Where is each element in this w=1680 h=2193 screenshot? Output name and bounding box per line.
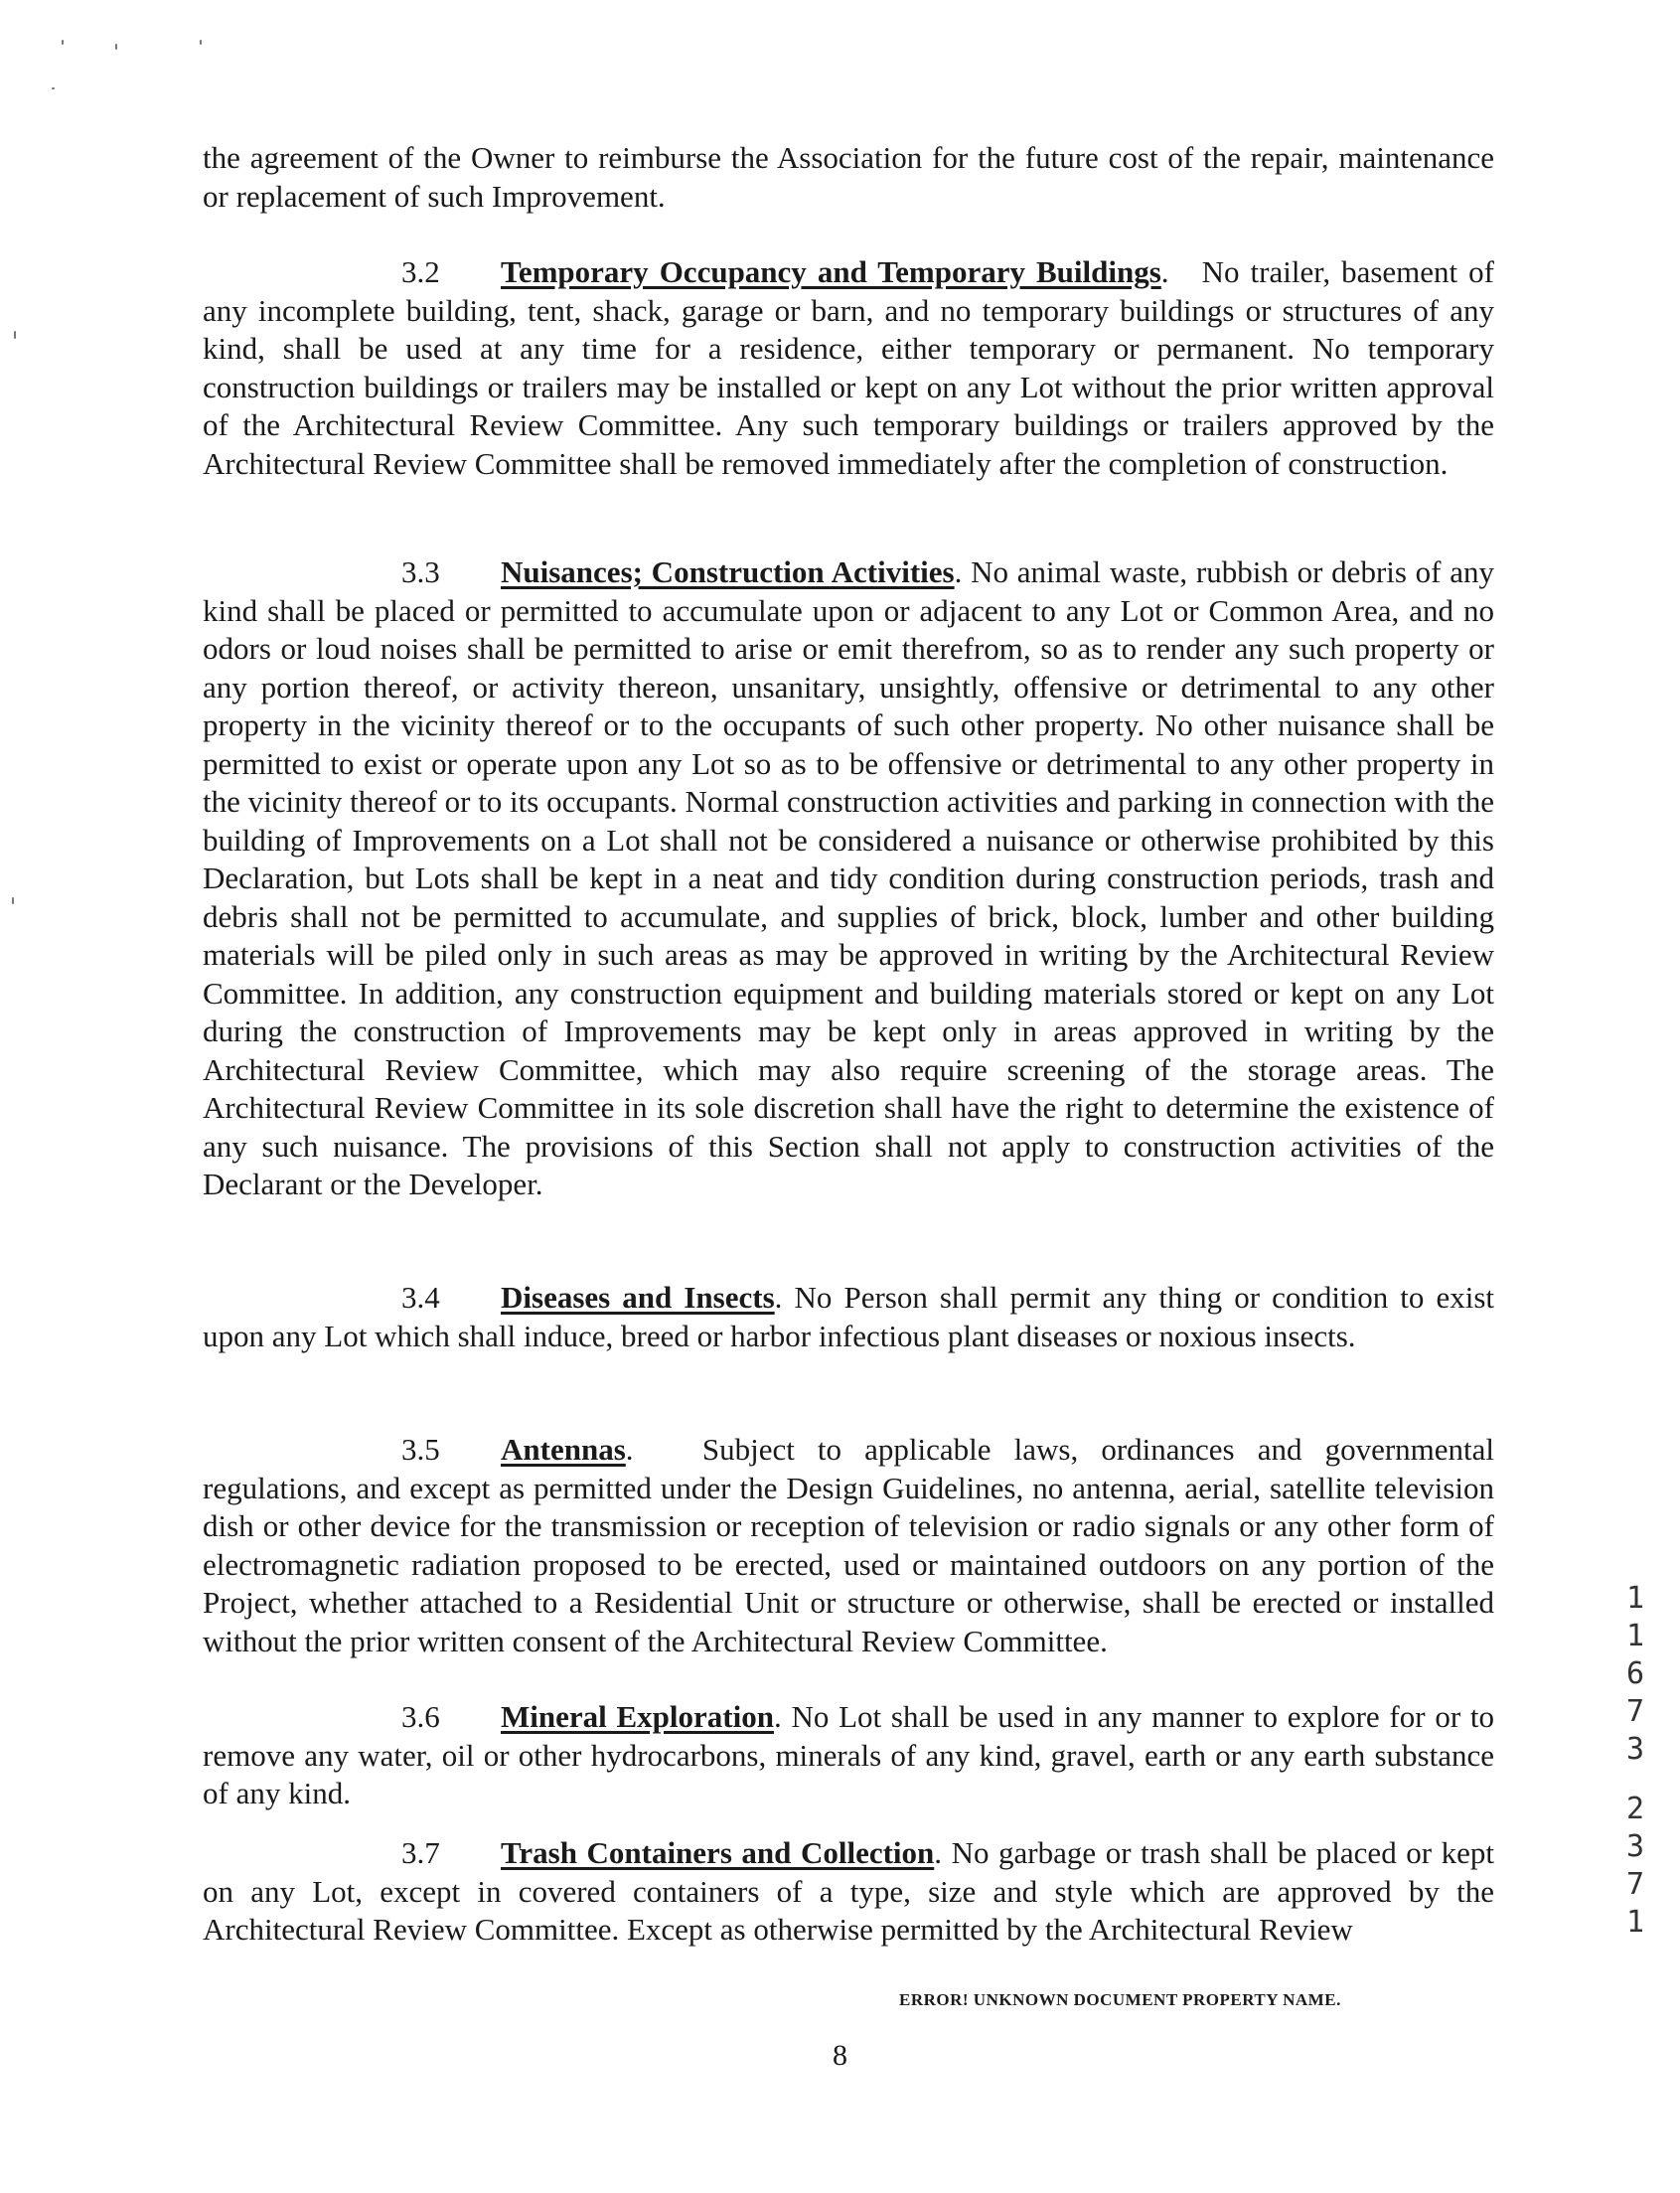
section-number: 3.4 — [401, 1280, 440, 1315]
stamp-digit: 2 — [1625, 1792, 1645, 1826]
section-body: No garbage or trash shall be placed or kept on any Lot, except in covered containers of a type, size and style which are approved by the Architectural Review Committee. Except as otherwise permitted by the Architectural Review — [203, 1835, 1494, 1947]
section-3-2: 3.2 Temporary Occupancy and Temporary Buildings. No trailer, basement of any incomplete building, tent, shack, garage or barn, and no temporary buildings or structures of any kind, shall be used at any time for a residence, either temporary or permanent. No temporary construction buildings or trailers may be installed or kept on any Lot without the prior written approval of the Architectural Review Committee. Any such temporary buildings or trailers approved by the Architectural Review Committee shall be removed immediately after the completion of construction. — [203, 254, 1495, 481]
scan-speck — [200, 40, 202, 45]
section-heading: Diseases and Insects — [501, 1280, 775, 1315]
section-body: No Lot shall be used in any manner to explore for or to remove any water, oil or other hydrocarbons, minerals of any kind, gravel, earth or any earth substance of any kind. — [203, 1699, 1494, 1810]
section-3-5: 3.5 Antennas. Subject to applicable laws, ordinances and governmental regulations, and except as permitted under the Design Guidelines, no antenna, aerial, satellite television dish or other device for the transmission or reception of television or radio signals or any other form of electromagnetic radiation proposed to be erected, used or maintained outdoors on any portion of the Project, whether attached to a Residential Unit or structure or otherwise, shall be erected or installed without the prior written consent of the Architectural Review Committee. — [203, 1432, 1495, 1658]
section-heading: Nuisances; Construction Activities — [501, 554, 955, 589]
page-number: 8 — [833, 2039, 847, 2072]
section-number: 3.3 — [401, 554, 440, 589]
section-heading: Trash Containers and Collection — [501, 1835, 935, 1870]
scan-speck — [115, 44, 117, 50]
section-3-4: 3.4 Diseases and Insects. No Person shall permit any thing or condition to exist upon any Lot which shall induce, breed or harbor infectious plant diseases or noxious insects. — [203, 1280, 1495, 1353]
scan-speck — [14, 331, 16, 339]
scan-speck — [12, 897, 14, 904]
stamp-digit: 7 — [1625, 1694, 1645, 1729]
scan-speck — [52, 87, 55, 89]
stamp-digit: 3 — [1625, 1732, 1645, 1767]
scan-speck — [62, 40, 64, 45]
stamp-digit: 1 — [1625, 1581, 1645, 1616]
stamp-digit: 6 — [1625, 1656, 1645, 1691]
intro-paragraph: the agreement of the Owner to reimburse the Association for the future cost of the repair, maintenance or replacement of such Improvement. — [203, 140, 1494, 214]
footer-document-code: ERROR! UNKNOWN DOCUMENT PROPERTY NAME. — [899, 1990, 1341, 2009]
section-3-3: 3.3 Nuisances; Construction Activities. No animal waste, rubbish or debris of any kind shall be placed or permitted to accumulate upon or adjacent to any Lot or Common Area, and no odors or loud noises shall be permitted to arise or emit therefrom, so as to render any such property or any portion thereof, or activity thereon, unsanitary, unsightly, offensive or detrimental to any other property in the vicinity thereof or to the occupants of such other property. No other nuisance shall be permitted to exist or operate upon any Lot so as to be offensive or detrimental to any other property in the vicinity thereof or to its occupants. Normal construction activities and parking in connection with the building of Improvements on a Lot shall not be considered a nuisance or otherwise prohibited by this Declaration, but Lots shall be kept in a neat and tidy condition during construction periods, trash and debris shall not be permitted to accumulate, and supplies of brick, block, lumber and other building materials will be piled only in such areas as may be approved in writing by the Architectural Review Committee. In addition, any construction equipment and building materials stored or kept on any Lot during the construction of Improvements may be kept only in areas approved in writing by the Architectural Review Committee, which may also require screening of the storage areas. The Architectural Review Committee in its sole discretion shall have the right to determine the existence of any such nuisance. The provisions of this Section shall not apply to construction activities of the Declarant or the Developer. — [203, 554, 1494, 1201]
section-number: 3.5 — [401, 1432, 440, 1467]
section-body: No animal waste, rubbish or debris of any kind shall be placed or permitted to accumulate upon or adjacent to any Lot or Common Area, and no odors or loud noises shall be permitted to arise or emit therefrom, so as to render any such property or any portion thereof, or activity thereon, unsanitary, unsightly, offensive or detrimental to any other property in the vicinity thereof or to the occupants of such other property. No other nuisance shall be permitted to exist or operate upon any Lot so as to be offensive or detrimental to any other property in the vicinity thereof or to its occupants. Normal construction activities and parking in connection with the building of Improvements on a Lot shall not be considered a nuisance or otherwise prohibited by this Declaration, but Lots shall be kept in a neat and tidy condition during construction periods, trash and debris shall not be permitted to accumulate, and supplies of brick, block, lumber and other building materials will be piled only in such areas as may be approved in writing by the Architectural Review Committee. In addition, any construction equipment and building materials stored or kept on any Lot during the construction of Improvements may be kept only in areas approved in writing by the Architectural Review Committee, which may also require screening of the storage areas. The Architectural Review Committee in its sole discretion shall have the right to determine the existence of any such nuisance. The provisions of this Section shall not apply to construction activities of the Declarant or the Developer. — [203, 554, 1494, 1201]
section-body: No Person shall permit any thing or condition to exist upon any Lot which shall induce, breed or harbor infectious plant diseases or noxious insects. — [203, 1280, 1495, 1353]
stamp-digit: 1 — [1625, 1905, 1645, 1940]
section-3-7: 3.7 Trash Containers and Collection. No garbage or trash shall be placed or kept on any Lot, except in covered containers of a type, size and style which are approved by the Architectural Review Committee. Except as otherwise permitted by the Architectural Review — [203, 1835, 1494, 1947]
section-number: 3.6 — [401, 1699, 440, 1734]
section-number: 3.7 — [401, 1835, 440, 1870]
section-body: Subject to applicable laws, ordinances and governmental regulations, and except as permitted under the Design Guidelines, no antenna, aerial, satellite television dish or other device for the transmission or reception of television or radio signals or any other form of electromagnetic radiation proposed to be erected, used or maintained outdoors on any portion of the Project, whether attached to a Residential Unit or structure or otherwise, shall be erected or installed without the prior written consent of the Architectural Review Committee. — [203, 1432, 1495, 1658]
section-heading: Temporary Occupancy and Temporary Buildings — [501, 254, 1161, 289]
section-heading: Antennas — [501, 1432, 626, 1467]
section-heading: Mineral Exploration — [501, 1699, 774, 1734]
section-3-6: 3.6 Mineral Exploration. No Lot shall be used in any manner to explore for or to remove any water, oil or other hydrocarbons, minerals of any kind, gravel, earth or any earth substance of any kind. — [203, 1699, 1494, 1810]
section-number: 3.2 — [401, 254, 440, 289]
margin-recording-stamp — [1615, 1580, 1655, 1942]
stamp-digit: 3 — [1625, 1829, 1645, 1864]
stamp-digit: 7 — [1625, 1867, 1645, 1902]
section-body: No trailer, basement of any incomplete building, tent, shack, garage or barn, and no temporary buildings or structures of any kind, shall be used at any time for a residence, either temporary or permanent. No temporary construction buildings or trailers may be installed or kept on any Lot without the prior written approval of the Architectural Review Committee. Any such temporary buildings or trailers approved by the Architectural Review Committee shall be removed immediately after the completion of construction. — [203, 254, 1495, 481]
stamp-digit: 1 — [1625, 1619, 1645, 1653]
